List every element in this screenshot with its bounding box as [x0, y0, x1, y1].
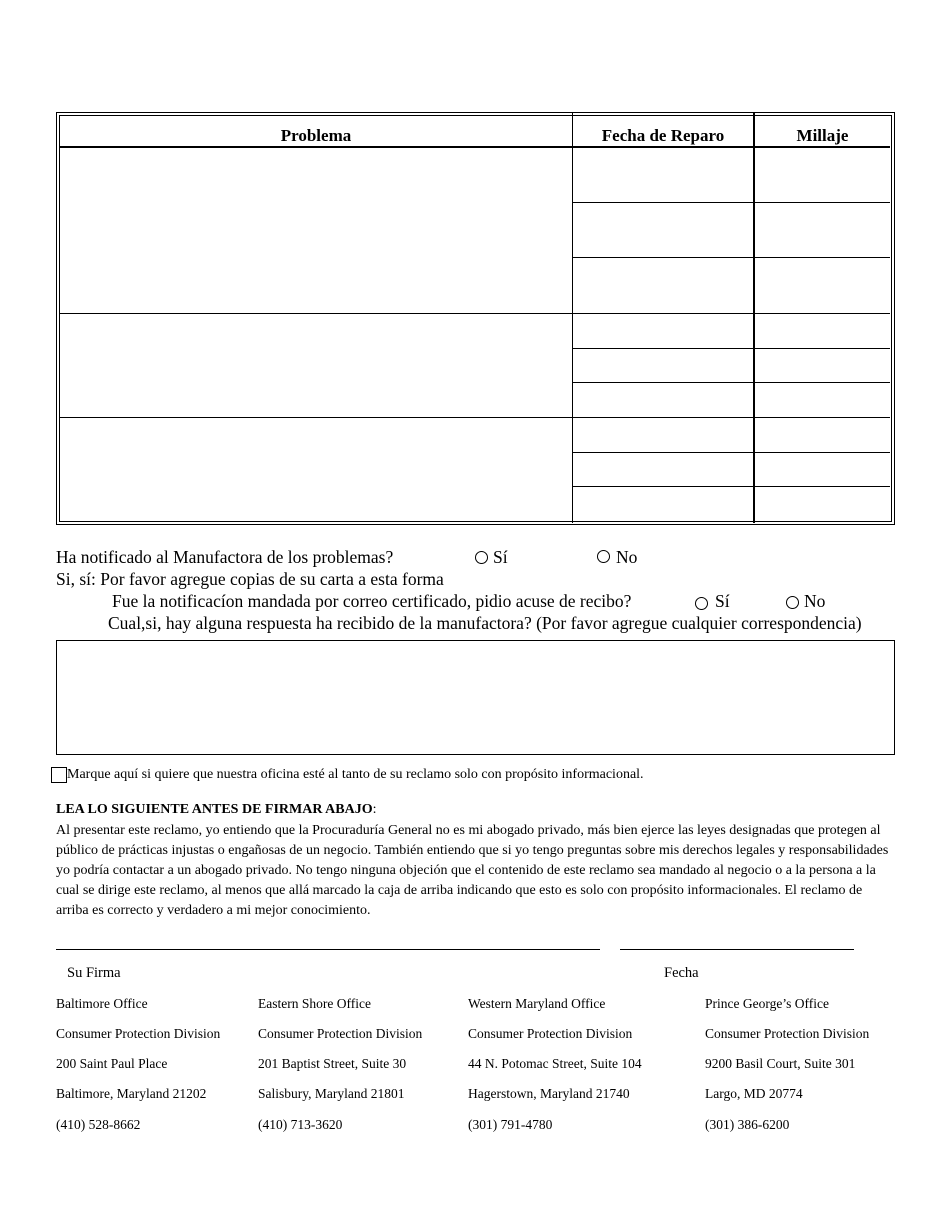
legal-heading [56, 802, 377, 818]
row-divider [573, 257, 890, 258]
date-line[interactable] [620, 949, 854, 950]
repair-date-cell[interactable] [574, 488, 752, 520]
office-division: Consumer Protection Division [56, 1026, 221, 1041]
row-divider [573, 202, 890, 203]
signature-line[interactable] [56, 949, 600, 950]
office-name: Western Maryland Office [468, 996, 606, 1011]
mileage-cell[interactable] [756, 384, 889, 416]
manufacturer-response-textarea[interactable] [56, 640, 895, 755]
mileage-cell[interactable] [756, 204, 889, 256]
office-phone: (301) 791-4780 [468, 1117, 553, 1132]
repair-date-cell[interactable] [574, 454, 752, 485]
header-repair-date: Fecha de Reparo [601, 126, 725, 145]
office-division: Consumer Protection Division [705, 1026, 870, 1041]
radio-notified-yes-label: Sí [493, 547, 508, 567]
informational-only-label: Marque aquí si quiere que nuestra oficina esté al tanto de su reclamo solo con propósito informacional. [67, 767, 644, 782]
mileage-cell[interactable] [756, 488, 889, 520]
office-division: Consumer Protection Division [258, 1026, 423, 1041]
office-name: Prince George’s Office [705, 996, 829, 1011]
group-divider-2 [59, 417, 890, 418]
mileage-cell[interactable] [756, 454, 889, 485]
office-name: Baltimore Office [56, 996, 148, 1011]
repair-date-cell[interactable] [574, 384, 752, 416]
problem-cell-1[interactable] [60, 148, 571, 312]
radio-certified-yes[interactable] [695, 597, 708, 610]
if-yes-instruction: Si, sí: Por favor agregue copias de su carta a esta forma [56, 569, 444, 589]
signature-label: Su Firma [67, 965, 121, 981]
informational-only-checkbox[interactable] [51, 767, 67, 783]
office-phone: (301) 386-6200 [705, 1117, 790, 1132]
mileage-cell[interactable] [756, 259, 889, 312]
repair-date-cell[interactable] [574, 350, 752, 381]
problem-cell-3[interactable] [60, 419, 571, 519]
radio-notified-no-label: No [616, 547, 638, 567]
office-street: 9200 Basil Court, Suite 301 [705, 1056, 856, 1071]
office-street: 200 Saint Paul Place [56, 1056, 168, 1071]
radio-notified-yes[interactable] [475, 551, 488, 564]
mileage-cell[interactable] [756, 315, 889, 347]
group-divider-1 [59, 313, 890, 314]
column-divider-1 [572, 112, 573, 523]
office-city: Salisbury, Maryland 21801 [258, 1086, 405, 1101]
office-phone: (410) 528-8662 [56, 1117, 141, 1132]
radio-certified-yes-label: Sí [715, 591, 730, 611]
office-phone: (410) 713-3620 [258, 1117, 343, 1132]
radio-certified-no-label: No [804, 591, 826, 611]
repair-date-cell[interactable] [574, 148, 752, 201]
column-divider-2 [753, 112, 755, 523]
row-divider [573, 348, 890, 349]
legal-heading-text: LEA LO SIGUIENTE ANTES DE FIRMAR ABAJO [56, 802, 373, 817]
office-street: 44 N. Potomac Street, Suite 104 [468, 1056, 642, 1071]
office-street: 201 Baptist Street, Suite 30 [258, 1056, 407, 1071]
mileage-cell[interactable] [756, 148, 889, 201]
radio-certified-no[interactable] [786, 596, 799, 609]
office-city: Largo, MD 20774 [705, 1086, 803, 1101]
row-divider [573, 452, 890, 453]
row-divider [573, 382, 890, 383]
office-city: Hagerstown, Maryland 21740 [468, 1086, 630, 1101]
question-manufacturer-response: Cual,si, hay alguna respuesta ha recibido de la manufactora? (Por favor agregue cualquier correspondencia) [108, 613, 862, 633]
mileage-cell[interactable] [756, 350, 889, 381]
repair-date-cell[interactable] [574, 204, 752, 256]
mileage-cell[interactable] [756, 419, 889, 451]
office-name: Eastern Shore Office [258, 996, 371, 1011]
office-division: Consumer Protection Division [468, 1026, 633, 1041]
header-mileage: Millaje [796, 126, 849, 145]
date-label: Fecha [664, 965, 699, 981]
legal-heading-colon: : [372, 802, 377, 817]
repair-date-cell[interactable] [574, 259, 752, 312]
radio-notified-no[interactable] [597, 550, 610, 563]
problem-cell-2[interactable] [60, 315, 571, 416]
question-certified-mail: Fue la notificacíon mandada por correo certificado, pidio acuse de recibo? [112, 591, 632, 611]
header-problem: Problema [280, 126, 352, 145]
office-city: Baltimore, Maryland 21202 [56, 1086, 207, 1101]
repair-date-cell[interactable] [574, 419, 752, 451]
question-manufacturer-notified: Ha notificado al Manufactora de los problemas? [56, 547, 394, 567]
row-divider [573, 486, 890, 487]
repair-date-cell[interactable] [574, 315, 752, 347]
legal-text: Al presentar este reclamo, yo entiendo que la Procuraduría General no es mi abogado privado, más bien ejerce las leyes designadas que protegen al público de prácticas injustas o engañosas de un negocio. También entiendo que si yo tengo preguntas sobre mis derechos legales y responsabilidades yo podría contactar a un abogado privado. No tengo ninguna objeción que el contenido de este reclamo sea mandado al negocio o a la persona a la cual se dirige este reclamo, al menos que allá marcado la caja de arriba indicando que esto es solo con propósito informacionales. El reclamo de arriba es correcto y verdadero a mi mejor conocimiento. [56, 823, 889, 918]
